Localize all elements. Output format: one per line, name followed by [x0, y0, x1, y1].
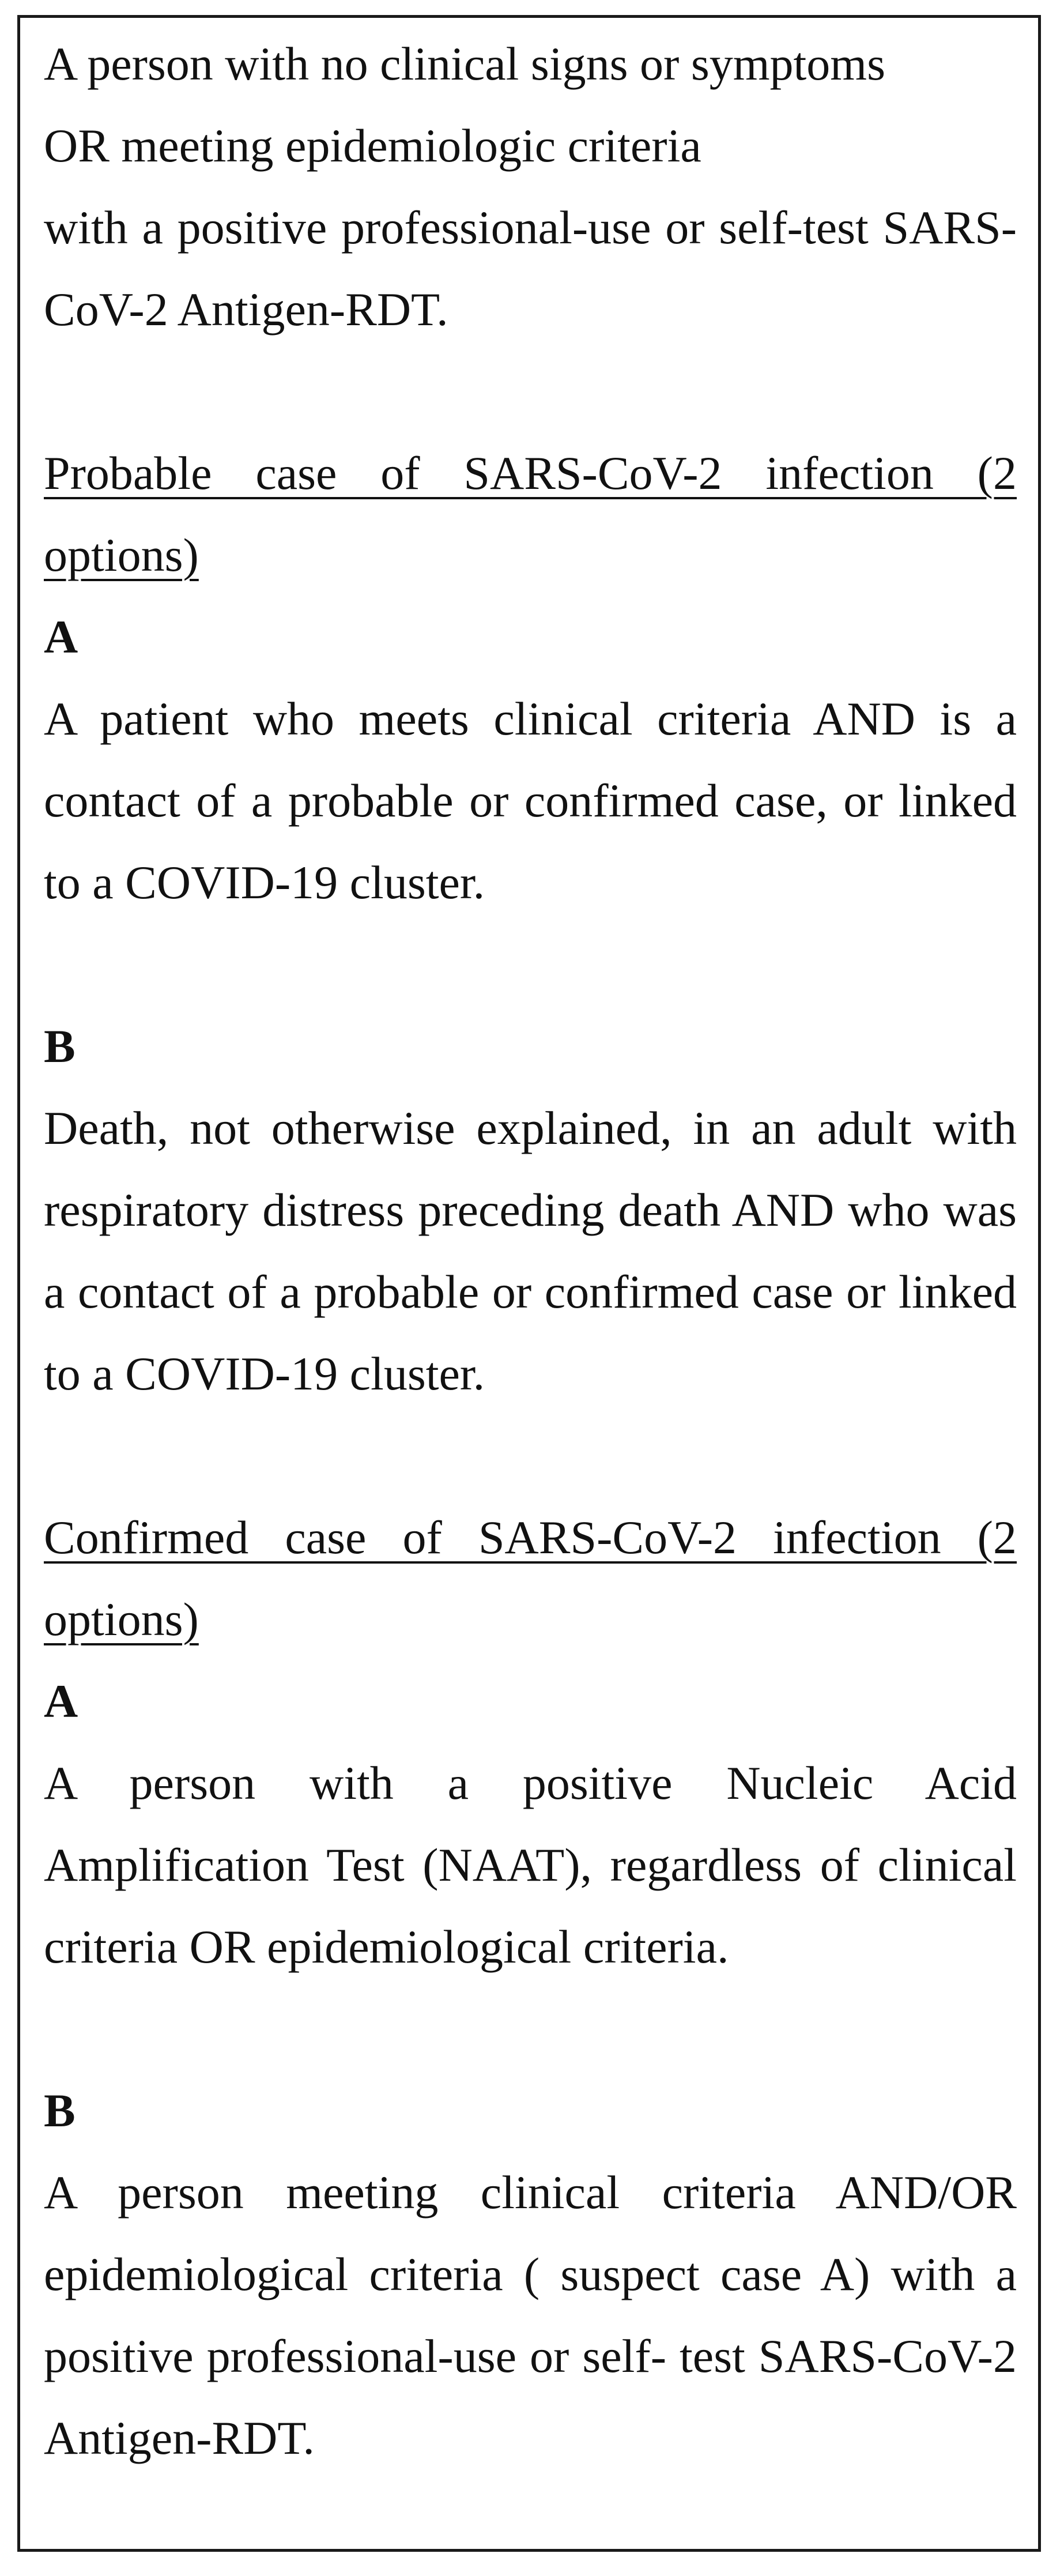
probable-option-a-text: A patient who meets clinical criteria AND is a contact of a probable or confirmed case, or linked to a COVID-19 cluster. [44, 692, 1017, 909]
case-definition-content [44, 23, 1017, 2479]
probable-option-b-text: Death, not otherwise explained, in an adult with respiratory distress preceding death AND who was a contact of a probable or confirmed case or linked to a COVID-19 cluster. [44, 1102, 1017, 1400]
spacer [44, 1988, 1017, 2070]
intro-line-3: with a positive professional-use or self-test SARS-CoV-2 Antigen-RDT. [44, 201, 1017, 336]
spacer [44, 1415, 1017, 1497]
confirmed-case-heading: Confirmed case of SARS-CoV-2 infection (2 options) [44, 1511, 1017, 1645]
intro-paragraph [44, 23, 1017, 351]
probable-case-heading: Probable case of SARS-CoV-2 infection (2 options) [44, 447, 1017, 581]
probable-option-b-label: B [44, 1020, 76, 1072]
confirmed-option-b-label: B [44, 2084, 76, 2137]
spacer [44, 351, 1017, 432]
confirmed-option-a-label: A [44, 1675, 78, 1727]
confirmed-option-a-text: A person with a positive Nucleic Acid Amplification Test (NAAT), regardless of clinical criteria OR epidemiological criteria. [44, 1757, 1017, 1973]
intro-line-1: A person with no clinical signs or symptoms [44, 37, 885, 90]
intro-line-2: OR meeting epidemiologic criteria [44, 119, 701, 172]
confirmed-option-b-text: A person meeting clinical criteria AND/OR epidemiological criteria ( suspect case A) with a positive professional-use or self- test SARS-CoV-2 Antigen-RDT. [44, 2166, 1017, 2464]
spacer [44, 924, 1017, 1005]
probable-option-a-label: A [44, 611, 78, 663]
